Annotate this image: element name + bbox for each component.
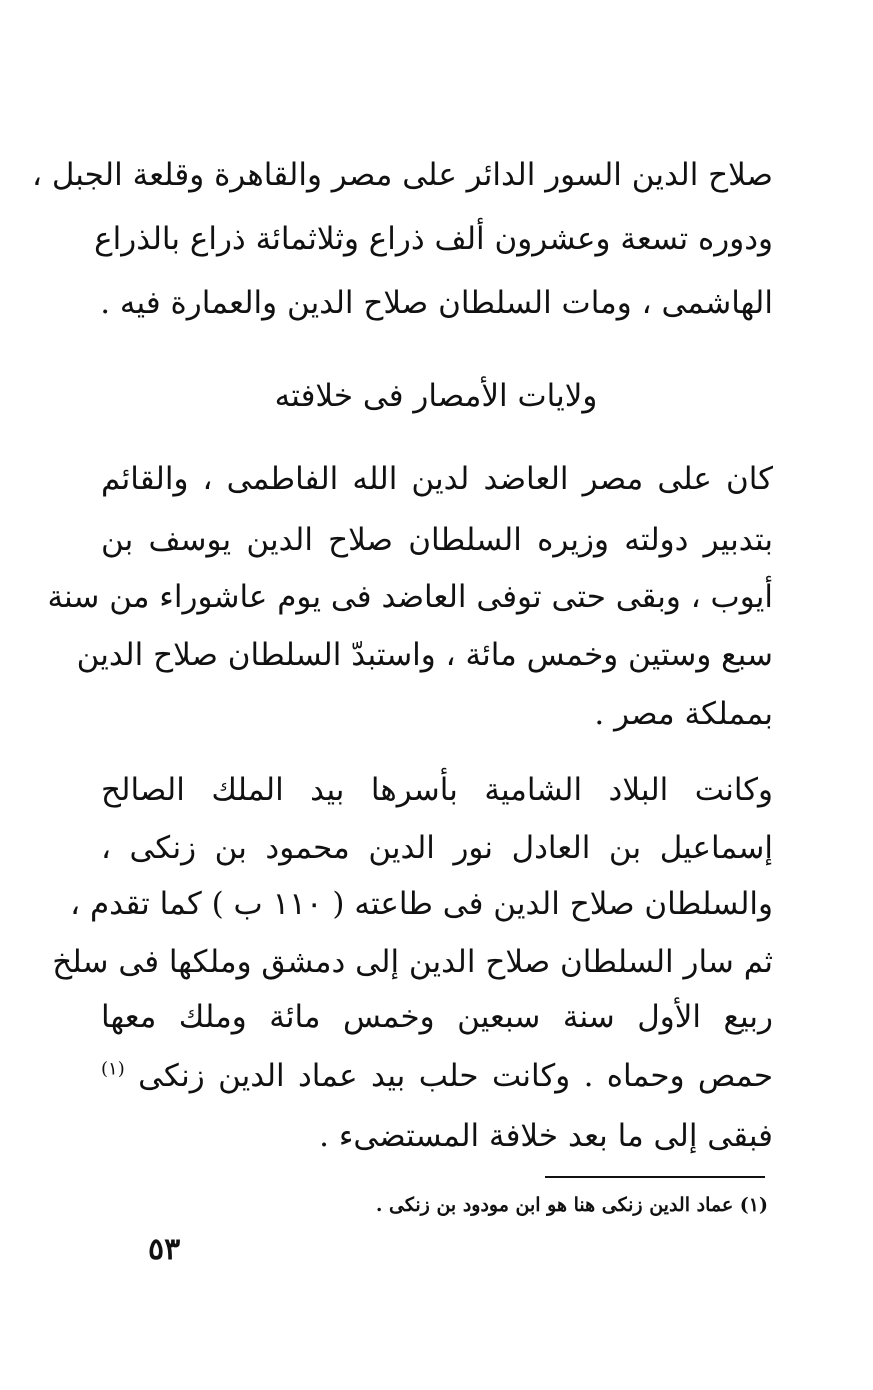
paragraph-3-line-6 [101,1054,773,1098]
paragraph-3-line-2: إسماعيل بن العادل نور الدين محمود بن زنكى ، [101,830,773,866]
footnote-reference-marker: (١) [101,1058,125,1080]
paragraph-3-line-3: والسلطان صلاح الدين فى طاعته ( ١١٠ ب ) كما تقدم ، [70,886,773,922]
paragraph-2-line-4: سبع وستين وخمس مائة ، واستبدّ السلطان صلاح الدين [76,637,773,673]
paragraph-1-line-1: صلاح الدين السور الدائر على مصر والقاهرة وقلعة الجبل ، [31,157,773,193]
paragraph-2-line-2: بتدبير دولته وزيره السلطان صلاح الدين يوسف بن [101,522,773,558]
paragraph-3-line-7: فبقى إلى ما بعد خلافة المستضىء . [319,1118,773,1154]
paragraph-2-line-1: كان على مصر العاضد لدين الله الفاطمى ، والقائم [101,461,773,497]
footnote-separator [545,1176,765,1178]
paragraph-3-line-4: ثم سار السلطان صلاح الدين إلى دمشق وملكها فى سلخ [52,944,773,980]
paragraph-3-line-5: ربيع الأول سنة سبعين وخمس مائة وملك معها [101,999,773,1035]
paragraph-2-line-3: أيوب ، وبقى حتى توفى العاضد فى يوم عاشوراء من سنة [47,579,773,615]
paragraph-1-line-3: الهاشمى ، ومات السلطان صلاح الدين والعمارة فيه . [100,285,773,321]
paragraph-3-line-1: وكانت البلاد الشامية بأسرها بيد الملك الصالح [101,772,773,808]
footnote: (١) عماد الدين زنكى هنا هو ابن مودود بن زنكى . [375,1194,768,1216]
paragraph-2-line-5: بمملكة مصر . [594,696,773,732]
section-heading: ولايات الأمصار فى خلافته [274,378,598,414]
paragraph-1-line-2: ودوره تسعة وعشرون ألف ذراع وثلاثمائة ذراع بالذراع [94,221,773,257]
page-number: ٥٣ [148,1232,181,1267]
paragraph-3-line-6-text: حمص وحماه . وكانت حلب بيد عماد الدين زنكى [138,1058,773,1094]
